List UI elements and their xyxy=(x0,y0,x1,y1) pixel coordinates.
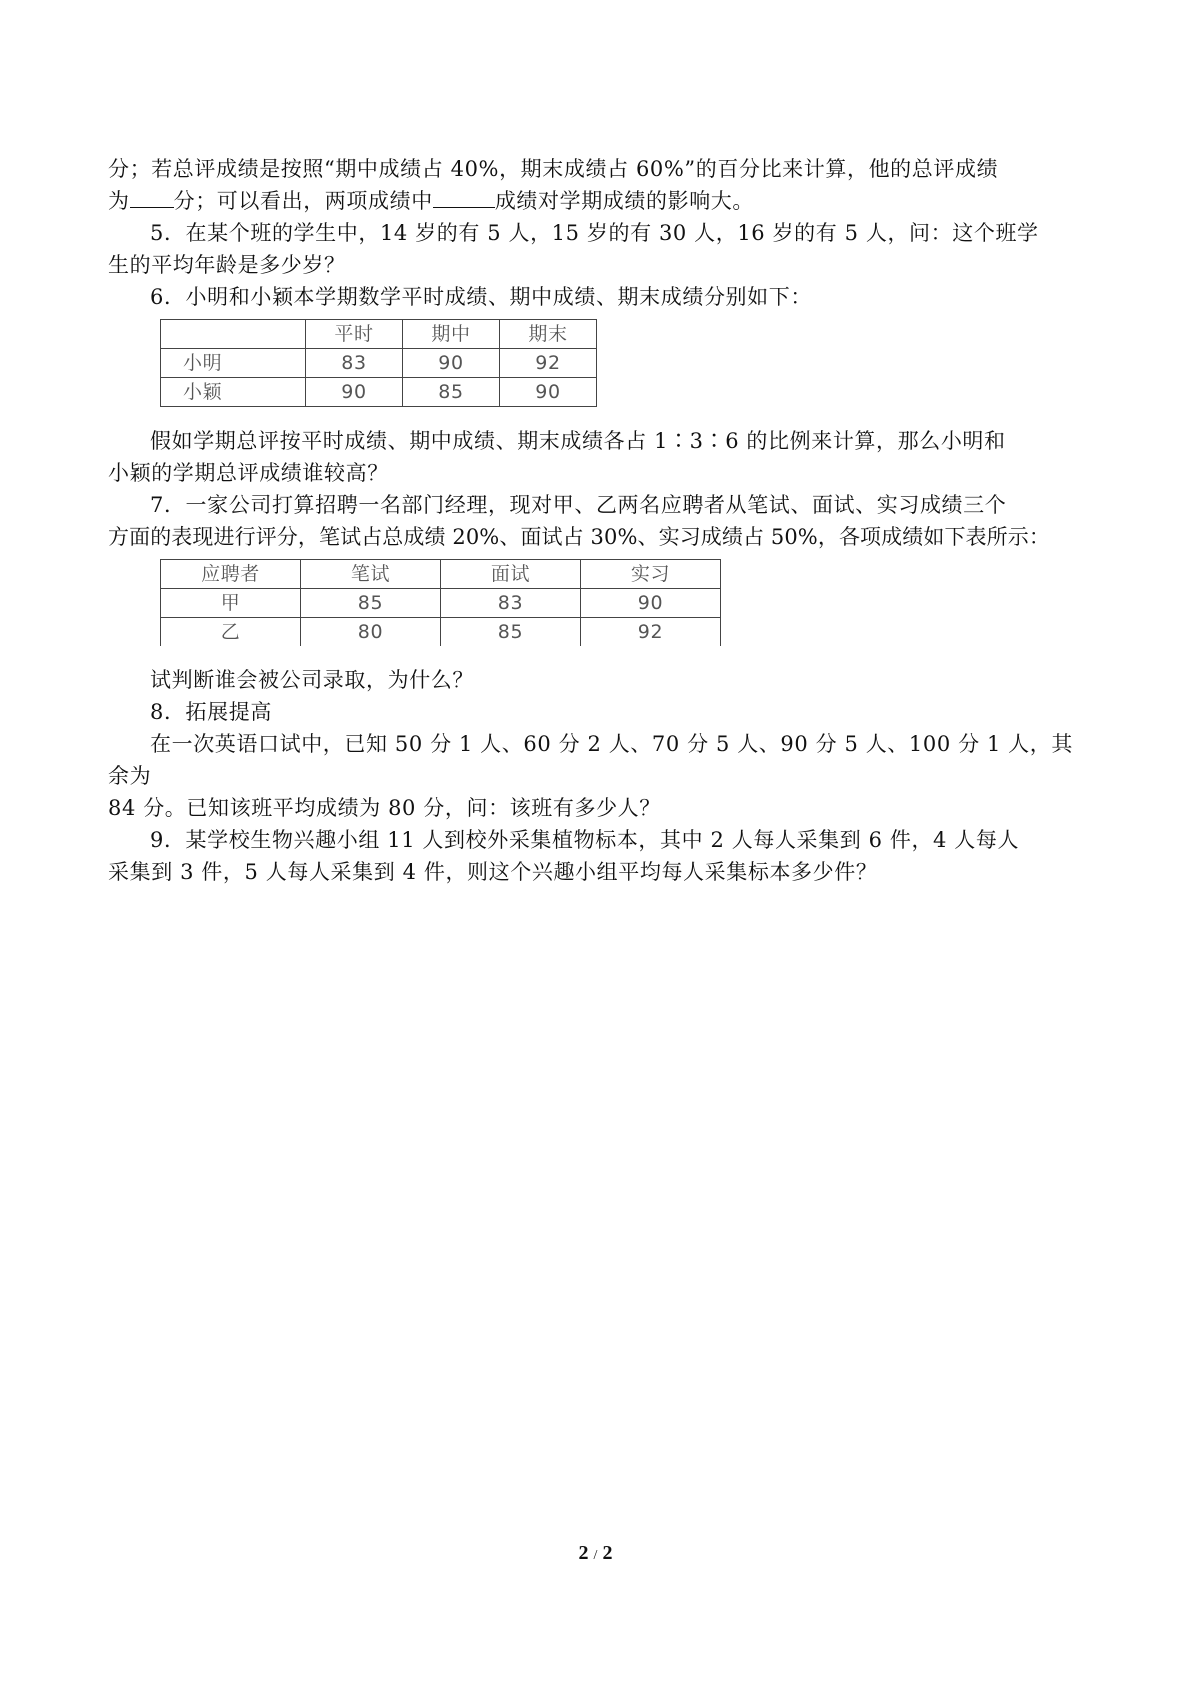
table-row-label: 小颖 xyxy=(161,378,306,407)
scores-table-students xyxy=(160,319,597,407)
q4-line1: 分；若总评成绩是按照“期中成绩占 40%，期末成绩占 60%”的百分比来计算，他的总评成绩 xyxy=(108,157,999,181)
q4-line2 xyxy=(108,185,1088,217)
table-cell: 80 xyxy=(301,618,441,647)
table-header-cell: 期中 xyxy=(403,320,500,349)
page-current: 2 xyxy=(578,1542,589,1564)
table-cell: 90 xyxy=(581,589,721,618)
answer-blank-2[interactable] xyxy=(433,187,495,208)
q6-intro: 6．小明和小颖本学期数学平时成绩、期中成绩、期末成绩分别如下： xyxy=(150,285,812,309)
table-row-label: 小明 xyxy=(161,349,306,378)
table-row-label: 乙 xyxy=(161,618,301,647)
q7-line1: 7．一家公司打算招聘一名部门经理，现对甲、乙两名应聘者从笔试、面试、实习成绩三个 xyxy=(150,493,1007,517)
table-header-cell: 期末 xyxy=(500,320,597,349)
table-header-cell: 应聘者 xyxy=(161,560,301,589)
table-cell: 83 xyxy=(306,349,403,378)
page-total: 2 xyxy=(602,1542,613,1564)
table-cell: 85 xyxy=(301,589,441,618)
table-cell: 90 xyxy=(306,378,403,407)
worksheet-body xyxy=(108,153,1088,888)
q5-line1: 5．在某个班的学生中，14 岁的有 5 人，15 岁的有 30 人，16 岁的有 5 人，问：这个班学 xyxy=(150,221,1039,245)
q6-question-line1: 假如学期总评按平时成绩、期中成绩、期末成绩各占 1∶3∶6 的比例来计算，那么小明和 xyxy=(150,429,1006,453)
q7-line2: 方面的表现进行评分，笔试占总成绩 20%、面试占 30%、实习成绩占 50%，各项成绩如下表所示： xyxy=(108,525,1050,549)
table-header-cell: 实习 xyxy=(581,560,721,589)
table-header-row xyxy=(161,560,721,589)
table-header-cell: 平时 xyxy=(306,320,403,349)
q4-line2-c: 成绩对学期成绩的影响大。 xyxy=(494,189,755,213)
table-cell: 90 xyxy=(403,349,500,378)
q4-line2-b: 分；可以看出，两项成绩中 xyxy=(173,189,433,213)
table-cell: 85 xyxy=(403,378,500,407)
q9-line2: 采集到 3 件，5 人每人采集到 4 件，则这个兴趣小组平均每人采集标本多少件？ xyxy=(108,860,878,884)
table-cell: 85 xyxy=(441,618,581,647)
q4-line2-a: 为 xyxy=(108,189,130,213)
q8-line1: 在一次英语口试中，已知 50 分 1 人、60 分 2 人、70 分 5 人、90 分 5 人、100 分 1 人，其余为 xyxy=(108,732,1073,788)
table-header-cell: 面试 xyxy=(441,560,581,589)
page-number xyxy=(0,1542,1191,1565)
q5-line2: 生的平均年龄是多少岁？ xyxy=(108,253,346,277)
table-row xyxy=(161,349,597,378)
table-cell: 92 xyxy=(581,618,721,647)
page-separator: / xyxy=(593,1548,598,1563)
table-header-row xyxy=(161,320,597,349)
q8-line2: 84 分。已知该班平均成绩为 80 分，问：该班有多少人？ xyxy=(108,796,661,820)
scores-table-applicants xyxy=(160,559,721,646)
q7-question: 试判断谁会被公司录取，为什么？ xyxy=(150,668,474,692)
table-header-cell xyxy=(161,320,306,349)
table-row xyxy=(161,378,597,407)
table-cell: 92 xyxy=(500,349,597,378)
table-row xyxy=(161,589,721,618)
table-cell: 90 xyxy=(500,378,597,407)
table-row xyxy=(161,618,721,647)
q6-question-line2: 小颖的学期总评成绩谁较高？ xyxy=(108,461,389,485)
q8-title: 8．拓展提高 xyxy=(150,700,272,724)
q9-line1: 9．某学校生物兴趣小组 11 人到校外采集植物标本，其中 2 人每人采集到 6 件，4 人每人 xyxy=(150,828,1020,852)
table-row-label: 甲 xyxy=(161,589,301,618)
table-header-cell: 笔试 xyxy=(301,560,441,589)
answer-blank-1[interactable] xyxy=(130,187,174,208)
table-cell: 83 xyxy=(441,589,581,618)
